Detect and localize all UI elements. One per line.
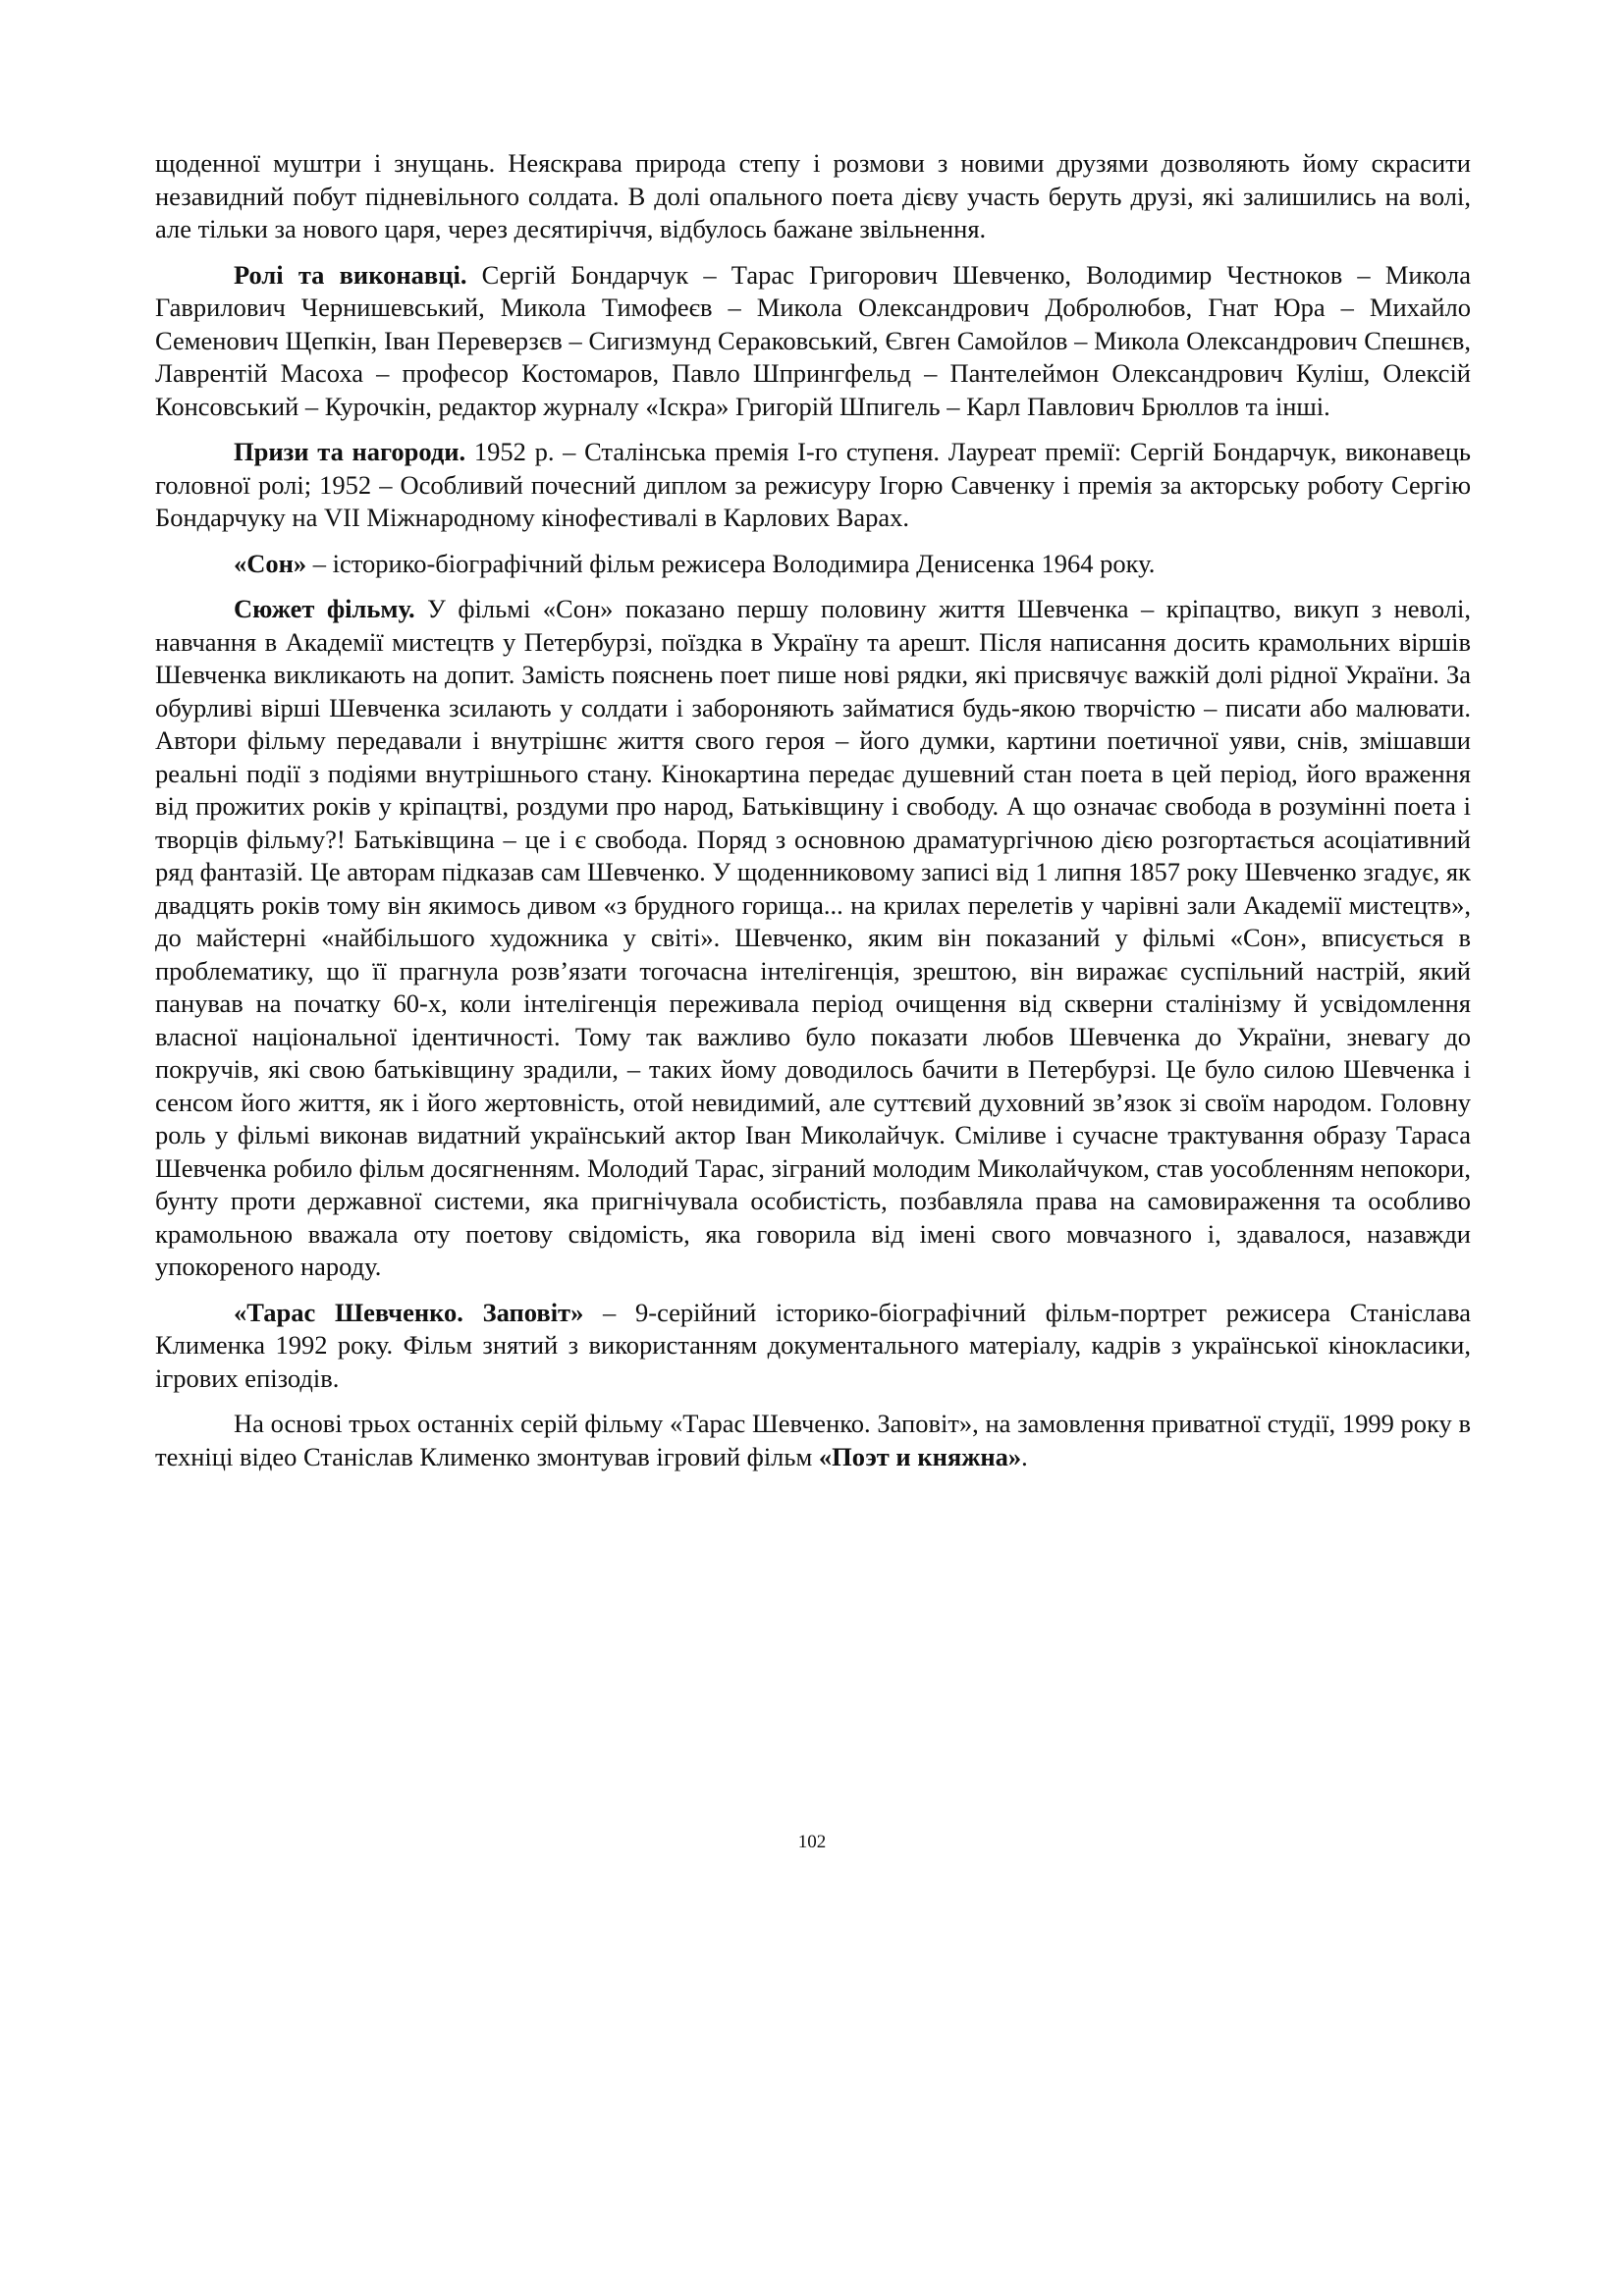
section-heading-plot: Сюжет фільму. [234,594,415,623]
section-heading-cast: Ролі та виконавці. [234,259,467,290]
paragraph-tail: . [1021,1441,1028,1471]
film-title-poet-knyazhna: «Поэт и княжна» [818,1441,1022,1471]
film-title-zapovit: «Тарас Шевченко. Заповіт» [234,1297,584,1327]
paragraph-film-zapovit [155,1297,1471,1396]
paragraph-film-son [155,548,1471,581]
document-body [155,147,1471,1486]
paragraph-plot [155,593,1471,1284]
paragraph-poet-knyazhna [155,1408,1471,1473]
page-number: 102 [797,1832,827,1852]
paragraph-text: 1952 р. – Сталінська премія І-го ступеня. Лауреат премії: Сергій Бондарчук, виконавець головної ролі; 1952 – Особливий почесний диплом за режисуру Ігорю Савченку і премія за акторську роботу Сергію Бондарчуку на VII Міжнародному кінофестивалі в Карлових Варах. [155,437,1471,532]
film-title-son: «Сон» [234,548,307,578]
paragraph-cast [155,259,1471,424]
paragraph-text: У фільмі «Сон» показано першу половину життя Шевченка – кріпацтво, викуп з неволі, навчання в Академії мистецтв у Петербурзі, поїздка в Україну та арешт. Після написання досить крамольних віршів Шевченка викликають на допит. Замість пояснень поет пише нові рядки, які присвячує важкій долі рідної України. За обурливі вірші Шевченка зсилають у солдати і забороняють займатися будь-якою творчістю – писати або малювати. Автори фільму передавали і внутрішнє життя свого героя – його думки, картини поетичної уяви, снів, змішавши реальні події з подіями внутрішнього стану. Кінокартина передає душевний стан поета в цей період, його враження від прожитих років у кріпацтві, роздуми про народ, Батьківщину і свободу. А що означає свобода в розумінні поета і творців фільму?! Батьківщина – це і є свобода. Поряд з основною драматургічною дією розгортається асоціативний ряд фантазій. Це авторам підказав сам Шевченко. У щоденниковому записі від 1 липня 1857 року Шевченко згадує, як двадцять років тому він якимось дивом «з брудного горища... на крилах перелетів у чарівні зали Академії мистецтв», до майстерні «найбільшого художника у світі». Шевченко, яким він показаний у фільмі «Сон», вписується в проблематику, що її прагнула розв’язати тогочасна інтелігенція, зрештою, він виражає суспільний настрій, який панував на початку 60-х, коли інтелігенція переживала період очищення від скверни сталінізму й усвідомлення власної національної ідентичності. Тому так важливо було показати любов Шевченка до України, зневагу до покручів, які свою батьківщину зрадили, – таких йому доводилось бачити в Петербурзі. Це було силою Шевченка і сенсом його життя, як і його жертовність, отой невидимий, але суттєвий духовний зв’язок зі своїм народом. Головну роль у фільмі виконав видатний український актор Іван Миколайчук. Сміливе і сучасне трактування образу Тараса Шевченка робило фільм досягненням. Молодий Тарас, зіграний молодим Миколайчуком, став уособленням непокори, бунту проти державної системи, яка пригнічувала особистість, позбавляла права на самовираження та особливо крамольною вважала оту поетову свідомість, яка говорила від імені свого мовчазного і, здавалося, назавжди упокореного народу. [155,594,1471,1281]
paragraph-text: Сергій Бондарчук – Тарас Григорович Шевченко, Володимир Честноков – Микола Гаврилович Чернишевський, Микола Тимофеєв – Микола Олександрович Добролюбов, Гнат Юра – Михайло Семенович Щепкін, Іван Переверзєв – Сигизмунд Сераковський, Євген Самойлов – Микола Олександрович Спешнєв, Лаврентій Масоха – професор Костомаров, Павло Шпрингфельд – Пантелеймон Олександрович Куліш, Олексій Консовський – Курочкін, редактор журналу «Іскра» Григорій Шпигель – Карл Павлович Брюллов та інші. [155,259,1471,421]
paragraph-awards [155,436,1471,535]
section-heading-awards: Призи та нагороди. [234,437,466,466]
paragraph-text: – історико-біографічний фільм режисера Володимира Денисенка 1964 року. [306,548,1156,578]
paragraph-text: На основі трьох останніх серій фільму «Тарас Шевченко. Заповіт», на замовлення приватної студії, 1999 року в техніці відео Станіслав Клименко змонтував ігровий фільм [155,1409,1471,1471]
paragraph-text: щоденної муштри і знущань. Неяскрава природа степу і розмови з новими друзями дозволяють йому скрасити незавидний побут підневільного солдата. В долі опального поета дієву участь беруть друзі, які залишились на волі, але тільки за нового царя, через десятиріччя, відбулось бажане звільнення. [155,148,1471,243]
paragraph-continuation [155,147,1471,246]
paragraph-text: – 9-серійний історико-біографічний фільм-портрет режисера Станіслава Клименка 1992 року. Фільм знятий з використанням документального матеріалу, кадрів з української кінокласики, ігрових епізодів. [155,1297,1472,1393]
